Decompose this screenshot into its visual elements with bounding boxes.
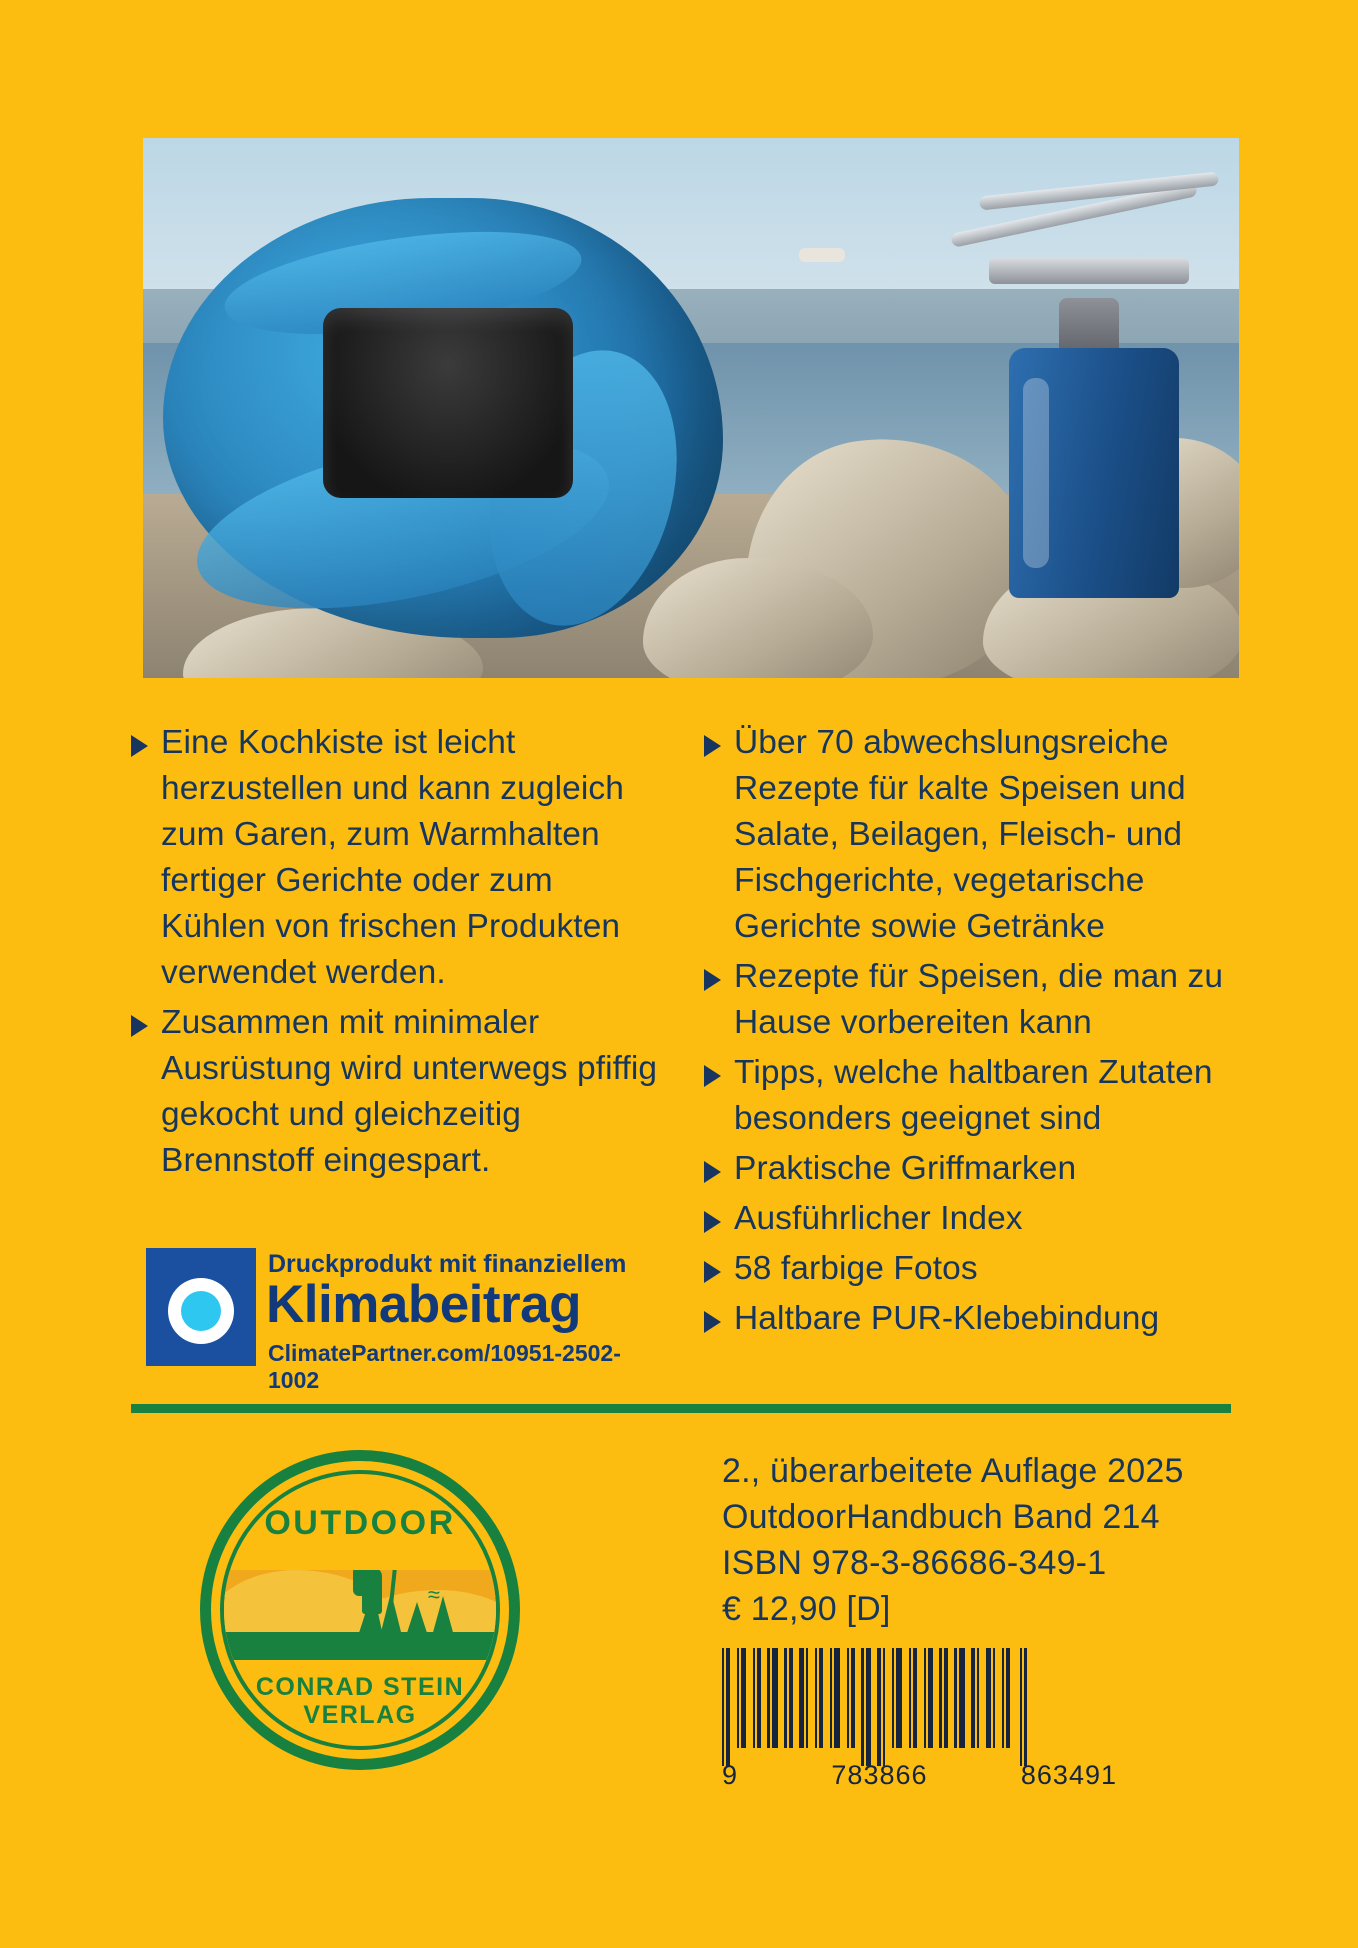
bullet-item bbox=[704, 1146, 1231, 1192]
edition-line: 2., überarbeitete Auflage 2025 bbox=[722, 1452, 1184, 1490]
barcode-bar bbox=[896, 1648, 902, 1748]
bullet-text: Über 70 abwechslungsreiche Rezepte für kalte Speisen und Salate, Beilagen, Fleisch- und Fischgerichte, vegetarische Gerichte sowie Getränke bbox=[734, 724, 1186, 945]
barcode-bar bbox=[722, 1648, 724, 1766]
barcode-bar bbox=[887, 1648, 890, 1748]
klima-blue-square bbox=[146, 1248, 256, 1366]
badge-landscape bbox=[224, 1570, 496, 1660]
barcode-bar bbox=[847, 1648, 849, 1748]
barcode-bar bbox=[795, 1648, 797, 1748]
barcode-bar bbox=[763, 1648, 765, 1748]
publisher-name-line1: CONRAD STEIN bbox=[255, 1673, 465, 1701]
cover-photo bbox=[143, 138, 1239, 678]
barcode-bar bbox=[928, 1648, 933, 1748]
bullet-text: Ausführlicher Index bbox=[734, 1200, 1023, 1237]
klima-circle-icon bbox=[168, 1278, 234, 1344]
gas-canister bbox=[1009, 348, 1179, 598]
badge-brand-label: OUTDOOR bbox=[264, 1504, 456, 1542]
triangle-bullet-icon bbox=[704, 969, 721, 991]
barcode-bar bbox=[892, 1648, 894, 1748]
barcode-bar bbox=[861, 1648, 864, 1766]
barcode-bar bbox=[799, 1648, 804, 1748]
isbn-line: ISBN 978-3-86686-349-1 bbox=[722, 1544, 1107, 1582]
barcode-bar bbox=[830, 1648, 832, 1748]
barcode-bar bbox=[954, 1648, 957, 1748]
barcode-bar bbox=[993, 1648, 995, 1748]
bullet-item bbox=[704, 1246, 1231, 1292]
barcode-bar bbox=[913, 1648, 917, 1748]
barcode-bar bbox=[819, 1648, 823, 1748]
barcode-bar bbox=[851, 1648, 855, 1748]
barcode-bar bbox=[904, 1648, 907, 1748]
barcode-bar bbox=[967, 1648, 969, 1748]
barcode-bar bbox=[866, 1648, 871, 1766]
barcode-bar bbox=[873, 1648, 875, 1766]
barcode-bar bbox=[753, 1648, 755, 1748]
bullet-item bbox=[704, 954, 1231, 1046]
barcode-digit-group-2: 863491 bbox=[1020, 1760, 1117, 1790]
badge-ground bbox=[224, 1632, 496, 1660]
bullet-column-right bbox=[704, 720, 1231, 1346]
barcode-bar bbox=[806, 1648, 808, 1748]
birds-icon: ≈ bbox=[427, 1582, 442, 1607]
klima-bottom-line: ClimatePartner.com/10951-2502-1002 bbox=[268, 1340, 621, 1393]
barcode-bar bbox=[737, 1648, 739, 1748]
barcode-bars bbox=[722, 1648, 1117, 1766]
barcode-bar bbox=[857, 1648, 859, 1748]
triangle-bullet-icon bbox=[131, 735, 148, 757]
barcode-bar bbox=[977, 1648, 979, 1748]
barcode-bar bbox=[834, 1648, 840, 1748]
badge-inner-ring bbox=[220, 1470, 500, 1750]
barcode-bar bbox=[944, 1648, 948, 1748]
barcode-bar bbox=[919, 1648, 922, 1748]
barcode-bar bbox=[810, 1648, 813, 1748]
barcode-bar bbox=[1029, 1648, 1031, 1766]
barcode-bar bbox=[924, 1648, 926, 1748]
barcode-bar bbox=[971, 1648, 975, 1748]
triangle-bullet-icon bbox=[704, 735, 721, 757]
barcode-digit-left: 9 bbox=[722, 1760, 739, 1790]
green-divider bbox=[131, 1404, 1231, 1413]
barcode-bar bbox=[997, 1648, 1000, 1748]
triangle-bullet-icon bbox=[704, 1211, 721, 1233]
barcode-bar bbox=[883, 1648, 885, 1766]
barcode-bar bbox=[1024, 1648, 1027, 1766]
barcode-digits bbox=[722, 1760, 1117, 1791]
klima-main-line: Klimabeitrag bbox=[266, 1275, 582, 1334]
fleece-wrapped-pot bbox=[163, 198, 723, 638]
bullet-item bbox=[131, 1000, 658, 1184]
barcode-bar bbox=[935, 1648, 937, 1748]
series-line: OutdoorHandbuch Band 214 bbox=[722, 1498, 1160, 1536]
tree-icon bbox=[406, 1602, 428, 1636]
bullet-text: Eine Kochkiste ist leicht herzustellen und kann zugleich zum Garen, zum Warmhalten fertiger Gerichte oder zum Kühlen von frischen Produkten verwendet werden. bbox=[161, 724, 625, 991]
boat bbox=[799, 248, 845, 262]
barcode-bar bbox=[741, 1648, 746, 1748]
barcode bbox=[722, 1648, 1117, 1793]
bullet-text: Zusammen mit minimaler Ausrüstung wird unterwegs pfiffig gekocht und gleichzeitig Brennstoff eingespart. bbox=[161, 1004, 658, 1179]
barcode-bar bbox=[784, 1648, 787, 1748]
barcode-bar bbox=[959, 1648, 965, 1748]
hiker-body bbox=[362, 1570, 382, 1614]
bullet-item bbox=[131, 720, 658, 996]
barcode-bar bbox=[767, 1648, 770, 1748]
bullet-text: Praktische Griffmarken bbox=[734, 1150, 1077, 1187]
triangle-bullet-icon bbox=[131, 1015, 148, 1037]
barcode-bar bbox=[748, 1648, 751, 1748]
barcode-bar bbox=[986, 1648, 991, 1748]
barcode-bar bbox=[815, 1648, 817, 1748]
barcode-bar bbox=[825, 1648, 828, 1748]
imprint-block bbox=[722, 1448, 1184, 1632]
publisher-name-line2: VERLAG bbox=[303, 1701, 417, 1729]
barcode-bar bbox=[780, 1648, 782, 1748]
barcode-bar bbox=[1020, 1648, 1022, 1766]
stove-burner bbox=[989, 258, 1189, 284]
barcode-bar bbox=[772, 1648, 778, 1748]
bullet-item bbox=[704, 1050, 1231, 1142]
triangle-bullet-icon bbox=[704, 1311, 721, 1333]
triangle-bullet-icon bbox=[704, 1161, 721, 1183]
bullet-item bbox=[704, 1196, 1231, 1242]
price-line: € 12,90 [D] bbox=[722, 1590, 891, 1628]
bullet-text: Rezepte für Speisen, die man zu Hause vorbereiten kann bbox=[734, 958, 1224, 1041]
klimabeitrag-logo bbox=[146, 1248, 658, 1393]
bullet-item bbox=[704, 1296, 1231, 1342]
barcode-bar bbox=[981, 1648, 984, 1748]
barcode-bar bbox=[726, 1648, 730, 1766]
barcode-bar bbox=[789, 1648, 793, 1748]
barcode-bar bbox=[842, 1648, 845, 1748]
barcode-bar bbox=[939, 1648, 942, 1748]
barcode-bar bbox=[877, 1648, 881, 1766]
barcode-bar bbox=[1006, 1648, 1010, 1748]
barcode-digit-group-1: 783866 bbox=[831, 1760, 928, 1790]
barcode-bar bbox=[1012, 1648, 1018, 1766]
bullet-text: Haltbare PUR-Klebebindung bbox=[734, 1300, 1160, 1337]
barcode-bar bbox=[1002, 1648, 1004, 1748]
bullet-item bbox=[704, 720, 1231, 950]
barcode-bar bbox=[732, 1648, 735, 1766]
triangle-bullet-icon bbox=[704, 1065, 721, 1087]
gas-stove bbox=[979, 178, 1219, 608]
triangle-bullet-icon bbox=[704, 1261, 721, 1283]
bullet-text: Tipps, welche haltbaren Zutaten besonders geeignet sind bbox=[734, 1054, 1213, 1137]
barcode-bar bbox=[909, 1648, 911, 1748]
barcode-bar bbox=[757, 1648, 761, 1748]
publisher-badge bbox=[200, 1450, 520, 1770]
barcode-bar bbox=[950, 1648, 952, 1748]
klima-top-line: Druckprodukt mit finanziellem bbox=[268, 1250, 627, 1278]
bullet-text: 58 farbige Fotos bbox=[734, 1250, 978, 1287]
